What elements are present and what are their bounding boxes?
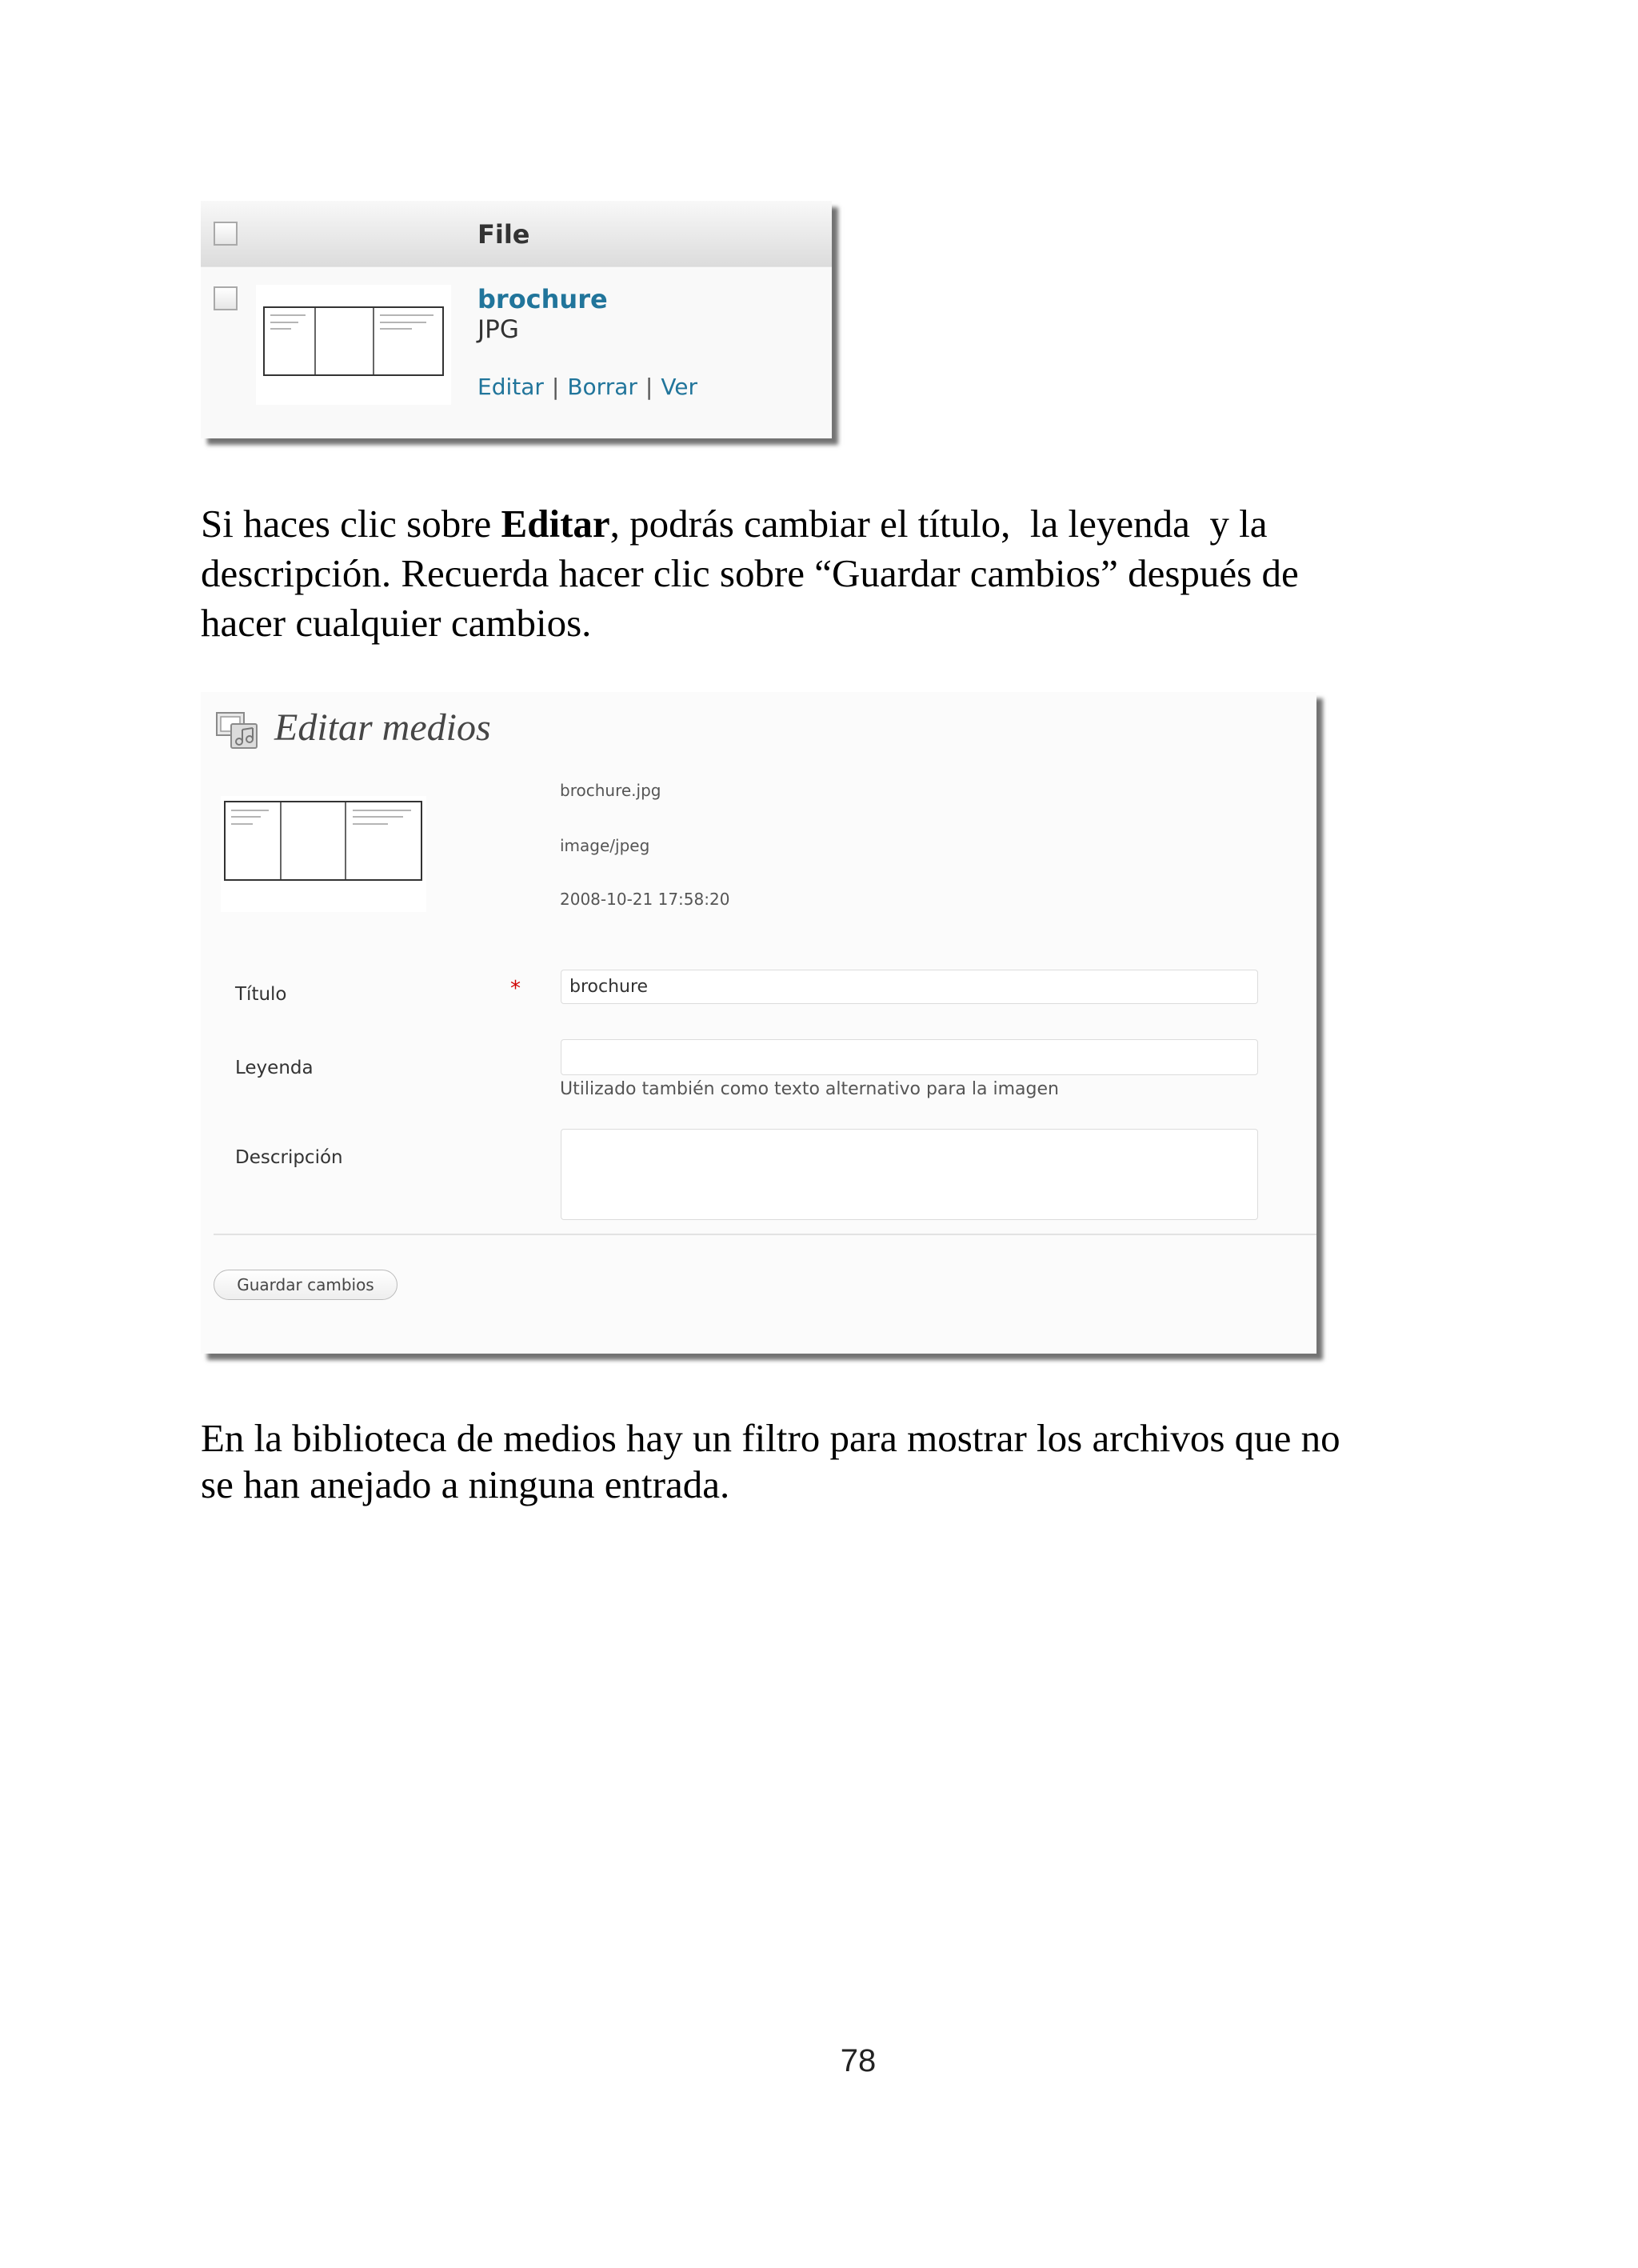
thumbnail-fold-line — [373, 308, 374, 374]
paragraph-text: , podrás cambiar el título, la leyenda y la — [609, 502, 1268, 546]
title-input[interactable] — [561, 970, 1258, 1004]
media-table-header — [201, 201, 832, 267]
description-label: Descripción — [235, 1147, 343, 1168]
action-separator: | — [645, 374, 653, 400]
upload-date: 2008-10-21 17:58:20 — [560, 890, 730, 909]
select-all-checkbox[interactable] — [214, 222, 238, 246]
view-link[interactable]: Ver — [661, 374, 698, 400]
paragraph-1-line-2: descripción. Recuerda hacer clic sobre “Guardar cambios” después de — [201, 551, 1299, 595]
thumbnail-text-mark — [380, 328, 412, 330]
thumbnail-fold-line — [314, 308, 316, 374]
row-checkbox[interactable] — [214, 286, 238, 310]
thumbnail-background — [221, 796, 426, 912]
thumbnail-text-mark — [231, 816, 261, 818]
edit-link[interactable]: Editar — [477, 374, 544, 400]
thumbnail-text-mark — [270, 322, 299, 323]
caption-input[interactable] — [561, 1039, 1258, 1075]
title-label: Título — [235, 984, 287, 1005]
thumbnail-background — [256, 285, 451, 405]
thumbnail-text-mark — [380, 322, 426, 323]
description-textarea[interactable] — [561, 1129, 1258, 1220]
paragraph-1-line-1 — [201, 499, 1268, 549]
thumbnail-text-mark — [231, 823, 253, 825]
edit-media-screenshot — [201, 692, 1316, 1354]
paragraph-2-line-1: En la biblioteca de medios hay un filtro para mostrar los archivos que no — [201, 1416, 1340, 1460]
page-title: Editar medios — [274, 706, 491, 749]
file-name: brochure.jpg — [560, 781, 661, 800]
thumbnail-text-mark — [270, 314, 306, 316]
thumbnail-text-mark — [353, 816, 403, 818]
page-number: 78 — [840, 2043, 877, 2078]
caption-label: Leyenda — [235, 1058, 314, 1078]
thumbnail-text-mark — [231, 810, 268, 811]
thumbnail-text-mark — [380, 314, 433, 316]
paragraph-2-line-2: se han anejado a ninguna entrada. — [201, 1462, 730, 1506]
thumbnail-fold-line — [280, 802, 282, 879]
media-icon — [214, 705, 262, 753]
row-actions — [477, 373, 697, 402]
thumbnail-text-mark — [353, 810, 411, 811]
media-title-link[interactable]: brochure — [477, 284, 608, 314]
form-divider — [214, 1234, 1316, 1235]
mime-type: image/jpeg — [560, 836, 650, 855]
brochure-thumbnail[interactable] — [263, 306, 444, 376]
required-asterisk: * — [510, 977, 521, 1001]
paragraph-bold-term: Editar — [501, 502, 610, 546]
thumbnail-fold-line — [345, 802, 346, 879]
save-changes-button[interactable]: Guardar cambios — [214, 1270, 398, 1300]
media-file-type: JPG — [477, 315, 519, 344]
caption-help-text: Utilizado también como texto alternativo para la imagen — [560, 1079, 1059, 1099]
paragraph-text: Si haces clic sobre — [201, 502, 501, 546]
delete-link[interactable]: Borrar — [567, 374, 637, 400]
media-preview-thumbnail — [224, 801, 422, 881]
paragraph-1-line-3: hacer cualquier cambios. — [201, 601, 592, 645]
thumbnail-text-mark — [270, 328, 292, 330]
action-separator: | — [551, 374, 560, 400]
media-library-screenshot — [201, 201, 832, 438]
thumbnail-text-mark — [353, 823, 388, 825]
column-header-file[interactable]: File — [477, 219, 530, 250]
